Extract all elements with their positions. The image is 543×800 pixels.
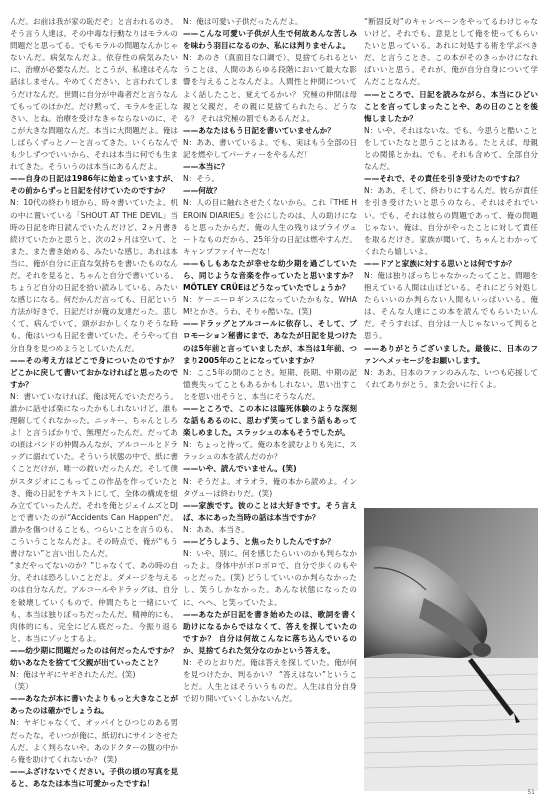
- interview-question: ——どうしよう、と焦ったりしたんですか？: [183, 537, 335, 547]
- interview-answer: N：10代の終わり頃から、時々書いていたよ。机の中に置いている「SHOUT AT THE DEVIL」当時の日記を昨日読んでいたんだけど、2ヶ月書き続けていたかと思うと、次の2ヶ月は空いて、とまた、また書き始める、みたいな感じ。あれは本当に、俺が自分に正直な気持ちを書いたものなんだ。それを見ると、ちゃんと自分で書いている、ちょうど自分の日記を拾い読みしている、みたいな感じになる。何だかんだ言っても、日記という方法が好きで、日記だけが俺の友達だった。悲しくて、病んでいて、頭がおかしくなりそうな時も、俺はいつも日記を書いていた。そうやって自分自身を見つめようとしていたんだ。: [10, 198, 178, 353]
- interview-answer: N：ちょっと待って。俺の本を読むよりも先に、スラッシュの本を読んだのか？: [183, 440, 357, 462]
- interview-question: ——何故？: [183, 186, 221, 196]
- interview-question: ——幼少期に問題だったのは何だったんですか？ 幼いあなたを捨てて父親が出ていったこと？: [10, 645, 178, 667]
- interview-answer: N：ああ、日本のファンのみんな、いつも応援してくれてありがとう。また会いに行くよ。: [364, 367, 538, 389]
- interview-question: ——ところで、日記を読みながら、本当にひどいことを言ってしまったことや、あの日のことを後悔しましたか？: [364, 89, 538, 123]
- interview-answer: “まだやってないのか？”じゃなくて、あの時の自分、それは恐ろしいことだよ。ダメージを与えるのは自分なんだ。アルコールやドラッグは、自分を破壊していくもので、仲間たちと一緒にいても、本当は独りぼっちだったんだ。精神的にも、肉体的にも、完全にどん底だった。今振り返ると、本当にゾッとするよ。: [10, 561, 178, 643]
- interview-answer: N：書いていなければ、俺は死んでいただろう。誰かに話せば楽になったかもしれないけど、誰も理解してくれなかった。ニッキー、ちゃんとしろよ！と言うばかりで、無理だったんだ。だってあの頃はバンドの仲間みんなが、アルコールとドラッグに溺れていた。そういう状態の中で、紙に書くことだけが、唯一の救いだったんだ。そして僕がスタジオにこもってこの作品を作っていたとき、俺の日記をテキストにして、全体の構成を組み立てていったんだ。それを俺とジェイムズとDJとで書いたのが“Accidents Can Happen”だ。誰かを傷つけることも、つらいことを言うのも、こういうことなんだよ。その時点で、俺が“もう書けない”と言い出したんだ。: [10, 391, 178, 559]
- interview-question: ——いや、読んでいません。(笑): [183, 464, 297, 474]
- interview-question: ——ふざけないでください。子供の頃の写真を見ると、あなたは本当に可愛かったですね！: [10, 766, 178, 788]
- interview-question: ——ドアと家族に対する思いとは何ですか？: [364, 258, 516, 268]
- interview-answer: “断固反対”のキャンペーンをやってるわけじゃないけど、それでも、意見として俺を使ってもらいたいと思っている。あれに対処する術を学ぶべきだ、と言うことさ。この本がそのきっかけになればいいと思う。それが、俺が自分自身について学んだことなんだ。: [364, 17, 538, 87]
- interview-answer: N：ああ、本当さ。: [183, 524, 249, 534]
- interview-answer: N：俺はヤギにヤギされたんだ。(笑): [10, 670, 136, 680]
- interview-question: ——あなたが日記を書き始めたのは、歌詞を書く助けになるからではなくて、答えを探していたのですか？ 自分は何故こんなに落ち込んでいるのか、見捨てられた気分なのかという答えを。: [183, 609, 357, 655]
- interview-answer: N：いや、別に。何を感じたらいいのかも判らなかったよ。身体中がボロボロで、自分で歩くのもやっとだった。(笑) どうしていいのか判らなかったし、笑うしかなかった。あんな状態になったのに、ヘヘ、と笑っていたよ。: [183, 549, 357, 607]
- interview-answer: N：俺は可愛い子供だったんだよ。: [183, 17, 303, 26]
- interview-answer: N：そう。: [183, 174, 220, 184]
- interview-answer: N：ここ5年の間のことさ。短期、長期、中期の記憶喪失ってこともあるかもしれない。思い出すことを思い出そうと、本当にそうなんだ。: [183, 367, 357, 401]
- interview-question: ——それで、その責任を引き受けたのですね？: [364, 174, 524, 184]
- interview-answer: N：俺は独りぼっちじゃなかったってこと。問題を抱えている人間は山ほどいる。それにどう対処したらいいのか判らない人間もいっぱいいる。俺は、そんな人達にこの本を読んでもらいたいんだ。そうすれば、自分は一人じゃないって判ると思う。: [364, 270, 538, 341]
- interview-answer: N：いや、それはないな。でも、今思うと酷いことをしていたなと思うことはある。たとえば、母親との関係とかね。でも、それも含めて、全部自分なんだ。: [364, 125, 538, 172]
- interview-answer: んだ。お前は我が家の恥だぞ」と言われるのさ。そう言う人達は、その中毒な行動なりはモラルの問題だと思ってる。でもモラルの問題なんかじゃないんだ。病気なんだよ。依存性の病気みたいに、治療が必要なんだ。とこうが、私達はそんな話はしません。やめてください、と言われてしまうだけなんだ。世間に自分が中毒者だと言うなんてもってのほかだ。だけ黙って、モラルを正しなさい、とね。治療を受けなきゃならないのに、そこが大きな問題なんだ。本当に大問題だよ。俺はしばらくずっとノーと言ってきた。いくらなんでも少しずつでいいから、それは本当に何でも生まれてきた。そういうのは本当にあるんだよ。: [10, 17, 178, 172]
- interview-answer: N：ケーニーロギンスになっていたかもな。WHAM!とかさ。うわ、そりゃ酷いな。(笑): [183, 295, 357, 317]
- interview-answer: N：ああ、書いているよ。でも、実はもう全部の日記を燃やしてパーティーをやるんだ！: [183, 137, 357, 160]
- interview-answer: N：ヤギじゃなくて、オッパイとひつじのある男だったな。そいつが俺に、紙切れにサインさせたんだ。よく判らないや。あのドクターの腹の中から俺を助けてくれないか？ (笑): [10, 718, 178, 764]
- interview-question: ——あなたはもう日記を書いていませんか？: [183, 125, 335, 135]
- interview-answer: （笑）: [10, 682, 33, 692]
- interview-question: ——自身の日記は1986年に始まっていますが、その前からずっと日記を付けていたのですか？: [10, 174, 178, 196]
- interview-question: ——ところで、この本には臨死体験のような深刻な話もあるのに、思わず笑ってしまう話もあって楽しめました。スラッシュの本もそうでしたが。: [183, 404, 357, 438]
- interview-question: ——本当に？: [183, 162, 229, 172]
- text-column-2: [183, 16, 357, 792]
- interview-question: ——こんな可愛い子供が人生で何故あんな苦しみを味わう羽目になるのか、私には判りませんよ。: [183, 29, 357, 51]
- interview-question: ——家族です。彼のことは大好きです。そう言えば、本にあった当時の話は本当ですか？: [183, 500, 357, 522]
- interview-question: ——ありがとうございました。最後に、日本のファンへメッセージをお願いします。: [364, 343, 538, 365]
- photo-hand-pen: [364, 508, 538, 791]
- text-column-1: [10, 16, 178, 792]
- interview-answer: N：そうだよ。オラオラ、俺の本から読めよ。インタヴューは終わりだ。(笑): [183, 476, 357, 498]
- interview-answer: N：ああ、そして、終わりにするんだ。彼らが責任を引き受けたいと思うのなら、それはそれでいい。でも、それは彼らの問題であって、俺の問題じゃない。俺は、自分がやったことに対して責任を取るだけさ。家族が聞いて、ちゃんとわかってくれたら嬉しいよ。: [364, 186, 538, 256]
- interview-question: ——あなたが本に書いたよりもっと大きなことがあったのは確かでしょうね。: [10, 694, 178, 716]
- interview-answer: N：人の目に触れさせたくないから。これ『THE HEROIN DIARIES』を公にしたのは、人の助けになると思ったからだ。俺の人生の残りはプライヴェートなものだから、25年分の日記は燃やすんだ。キャンプファイヤーだな！: [183, 198, 357, 256]
- text-column-3: [364, 16, 538, 504]
- interview-question: ——もしもあなたが幸せな幼少期を過ごしていたら、同じような音楽を作っていたと思いますか？ MÖTLEY CRÜEはどうなっていたでしょうか？: [183, 258, 357, 293]
- page-number: 51: [527, 789, 535, 796]
- interview-question: ——その考え方はどこで身についたのですか？ どこかに戻して書いておかなければと思ったのですか？: [10, 355, 178, 389]
- interview-answer: N：あのさ（真面目な口調で）、見捨てられるということは、人間のあらゆる段階において最大な影響を与えることなんだよ。人間性と仲間についてよく話したこと、覚えてるかい？ 究極の仲間は母親と父親だ。その親に見捨てられたら、どうなる？ それは究極の罰でもあるんだよ。: [183, 53, 357, 123]
- interview-question: ——ドラッグとアルコールに依存し、そして、プロモーション秘書にまで、あなたが日記を見つけたのは5年前と言っていましたが、本当は1年前、つまり2005年のことになっていますか？: [183, 319, 357, 365]
- interview-answer: N：そのとおりだ。俺は答えを探していた。俺が何を見つけたか、判るかい？ “答えはない”ということだ。人生とはそういうものだ。人生は自分自身で切り開いていくしかないんだ。: [183, 657, 357, 704]
